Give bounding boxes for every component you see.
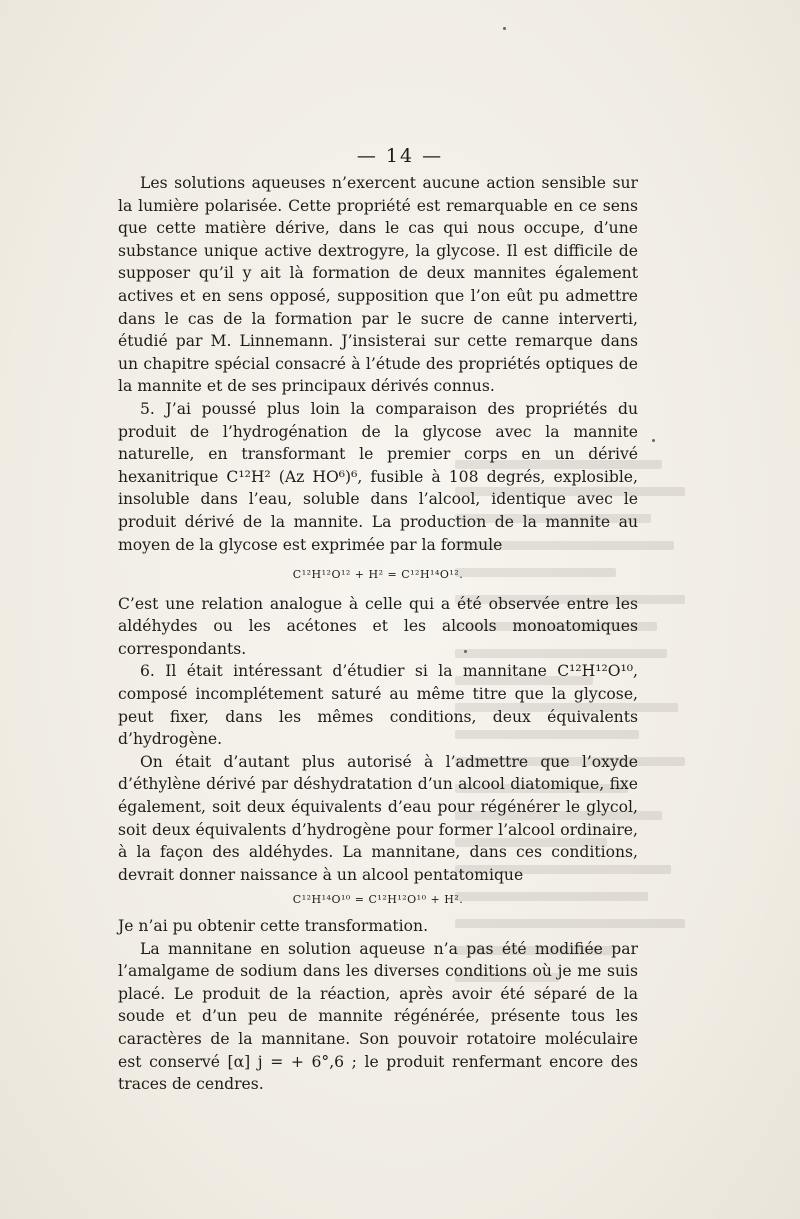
paragraph-analogy: C’est une relation analogue à celle qui a été observée entre les aldéhydes ou les acétones et les alcools monoatomiques correspondants. (118, 594, 638, 658)
paragraph-optics: Les solutions aqueuses n’exercent aucune action sensible sur la lumière polarisée. Cette propriété est remarquable en ce sens que cette matière dérive, dans le cas qui nous occupe, d’une substance unique active dextrogyre, la glycose. Il est difficile de supposer qu’il y ait là formation de deux mannites également actives et en sens opposé, supposition que l’on eût pu admettre dans le cas de la formation par le sucre de canne interverti, étudié par M. Linnemann. J’insisterai sur cette remarque dans un chapitre spécial consacré à l’étude des propriétés optiques de la mannite et de ses principaux dérivés connus. (118, 174, 638, 396)
page-number: — 14 — (356, 145, 444, 167)
paragraph-6: 6. Il était intéressant d’étudier si la mannitane C¹²H¹²O¹⁰, composé incomplétement saturé au même titre que la glycose, peut fixer, dans les mêmes conditions, deux équivalents d’hydrogène. (118, 662, 638, 749)
paragraph-no-transformation: Je n’ai pu obtenir cette transformation. (118, 917, 429, 935)
paragraph-5: 5. J’ai poussé plus loin la comparaison des propriétés du produit de l’hydrogénation de la glycose avec la mannite naturelle, en transformant le premier corps en un dérivé hexanitrique C¹²H² (Az HO⁶)⁶, fusible à 108 degrés, explosible, insoluble dans l’eau, soluble dans l’alcool, identique avec le produit dérivé de la mannite. La production de la mannite au moyen de la glycose est exprimée par la formule (118, 399, 638, 554)
speck (652, 439, 655, 442)
speck (503, 27, 506, 30)
formula-mannitane: C¹²H¹⁴O¹⁰ = C¹²H¹²O¹⁰ + H². (292, 893, 464, 907)
paragraph-ethylene-oxide: On était d’autant plus autorisé à l’admettre que l’oxyde d’éthylène dérivé par déshydratation d’un alcool diatomique, fixe également, soit deux équivalents d’eau pour régénérer le glycol, soit deux équivalents d’hydrogène pour former l’alcool ordinaire, à la façon des aldéhydes. La mannitane, dans ces conditions, devrait donner naissance à un alcool pentatomique (118, 752, 638, 884)
paragraph-mannitane-solution: La mannitane en solution aqueuse n’a pas été modifiée par l’amalgame de sodium dans les diverses conditions où je me suis placé. Le produit de la réaction, après avoir été séparé de la soude et d’un peu de mannite régénérée, présente tous les caractères de la mannitane. Son pouvoir rotatoire moléculaire est conservé [α] j = + 6°,6 ; le produit renfermant encore des traces de cendres. (118, 939, 638, 1094)
speck (464, 650, 467, 653)
body-text (118, 172, 638, 1096)
formula-glycose-hydrogenation: C¹²H¹²O¹² + H² = C¹²H¹⁴O¹². (292, 568, 464, 582)
